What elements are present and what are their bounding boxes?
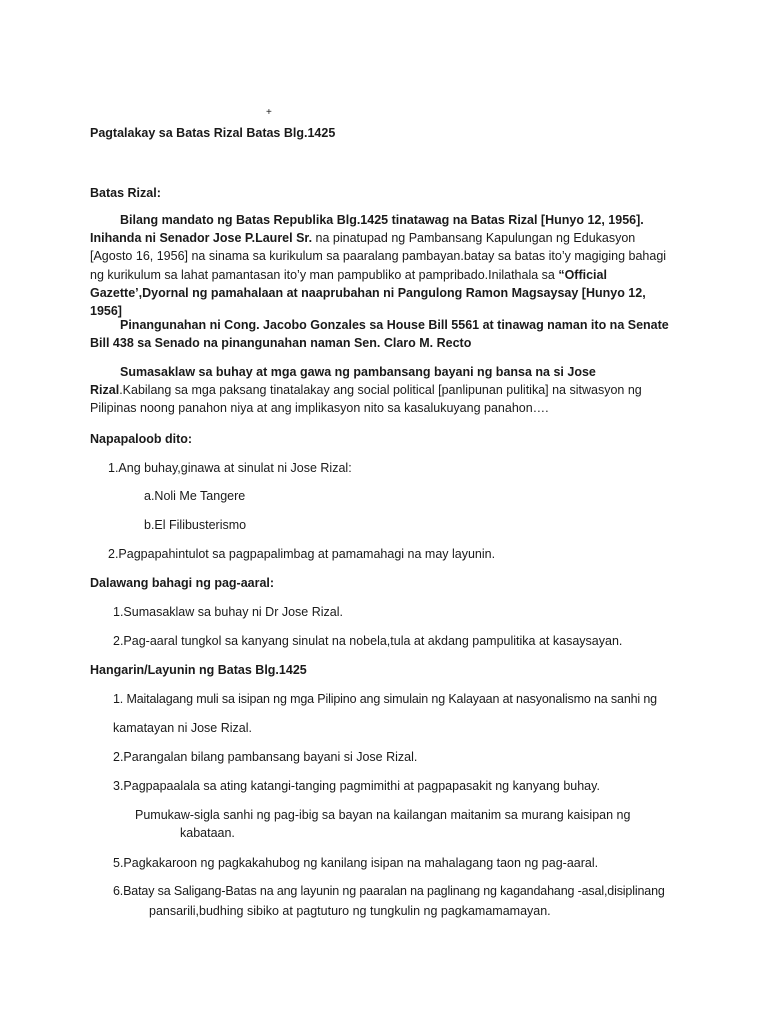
- list-item: 1. Maitalagang muli sa isipan ng mga Pilipino ang simulain ng Kalayaan at nasyonalismo na sanhi ng: [113, 692, 657, 706]
- paragraph-batas-rizal: [90, 211, 680, 320]
- p1-body: na pinatupad ng Pambansang Kapulungan ng Edukasyon [Agosto 16, 1956] na sinama sa kurikulum sa paaralang pambayan.batay sa batas ito’y magiging bahagi ng kurikulum sa lahat pamantasan ito’y man pampubliko at pampribado.Inilathala sa: [90, 231, 667, 282]
- plus-mark: +: [266, 107, 272, 118]
- p1-bold-intro: Bilang mandato ng Batas Republika Blg.1425 tinatawag na Batas Rizal [Hunyo 12, 1956]. Inihanda ni Senador Jose P.Laurel Sr.: [90, 213, 644, 246]
- p3-body: .Kabilang sa mga paksang tinatalakay ang social political [panlipunan pulitika] na sitwasyon ng Pilipinas noong panahon niya at ang implikasyon nito sa kasalukuyang panahon….: [90, 383, 642, 416]
- list-item: 2.Parangalan bilang pambansang bayani si Jose Rizal.: [113, 750, 418, 764]
- paragraph-pinangunahan: Pinangunahan ni Cong. Jacobo Gonzales sa House Bill 5561 at tinawag naman ito na Senate Bill 438 sa Senado na pinangunahan naman Sen. Claro M. Recto: [90, 318, 669, 351]
- list-item: 1.Ang buhay,ginawa at sinulat ni Jose Rizal:: [108, 461, 352, 475]
- heading-napapaloob: Napapaloob dito:: [90, 432, 193, 446]
- paragraph-sumasaklaw: [90, 363, 680, 418]
- list-subitem: a.Noli Me Tangere: [144, 489, 246, 503]
- list-item-continuation: kamatayan ni Jose Rizal.: [113, 721, 252, 735]
- heading-hangarin: Hangarin/Layunin ng Batas Blg.1425: [90, 663, 307, 677]
- p1-bold-gazette: “Official Gazette’,Dyornal ng pamahalaan at naaprubahan ni Pangulong Ramon Magsaysay [Hunyo 12, 1956]: [90, 267, 646, 319]
- list-item: 2.Pag-aaral tungkol sa kanyang sinulat na nobela,tula at akdang pampulitika at kasaysayan.: [113, 634, 623, 648]
- list-item: 3.Pagpapaalala sa ating katangi-tanging pagmimithi at pagpapasakit ng kanyang buhay.: [113, 779, 600, 793]
- p3-bold: Sumasaklaw sa buhay at mga gawa ng pambansang bayani ng bansa na si Jose Rizal: [90, 365, 596, 398]
- list-item: 5.Pagkakaroon ng pagkakahubog ng kanilang isipan na mahalagang taon ng pag-aaral.: [113, 856, 599, 870]
- list-item-continuation: kabataan.: [180, 826, 235, 840]
- list-item: 2.Pagpapahintulot sa pagpapalimbag at pamamahagi na may layunin.: [108, 547, 496, 561]
- document-title: Pagtalakay sa Batas Rizal Batas Blg.1425: [90, 126, 336, 140]
- list-item-continuation: pansarili,budhing sibiko at pagtuturo ng tungkulin ng pagkamamamayan.: [149, 904, 551, 918]
- list-item: 1.Sumasaklaw sa buhay ni Dr Jose Rizal.: [113, 605, 343, 619]
- list-item: 6.Batay sa Saligang-Batas na ang layunin ng paaralan na paglinang ng kagandahang -asal,disiplinang: [113, 884, 665, 898]
- list-subitem: b.El Filibusterismo: [144, 518, 247, 532]
- heading-dalawang-bahagi: Dalawang bahagi ng pag-aaral:: [90, 576, 275, 590]
- heading-batas-rizal: Batas Rizal:: [90, 186, 161, 200]
- list-item: Pumukaw-sigla sanhi ng pag-ibig sa bayan na kailangan maitanim sa murang kaisipan ng: [135, 808, 631, 822]
